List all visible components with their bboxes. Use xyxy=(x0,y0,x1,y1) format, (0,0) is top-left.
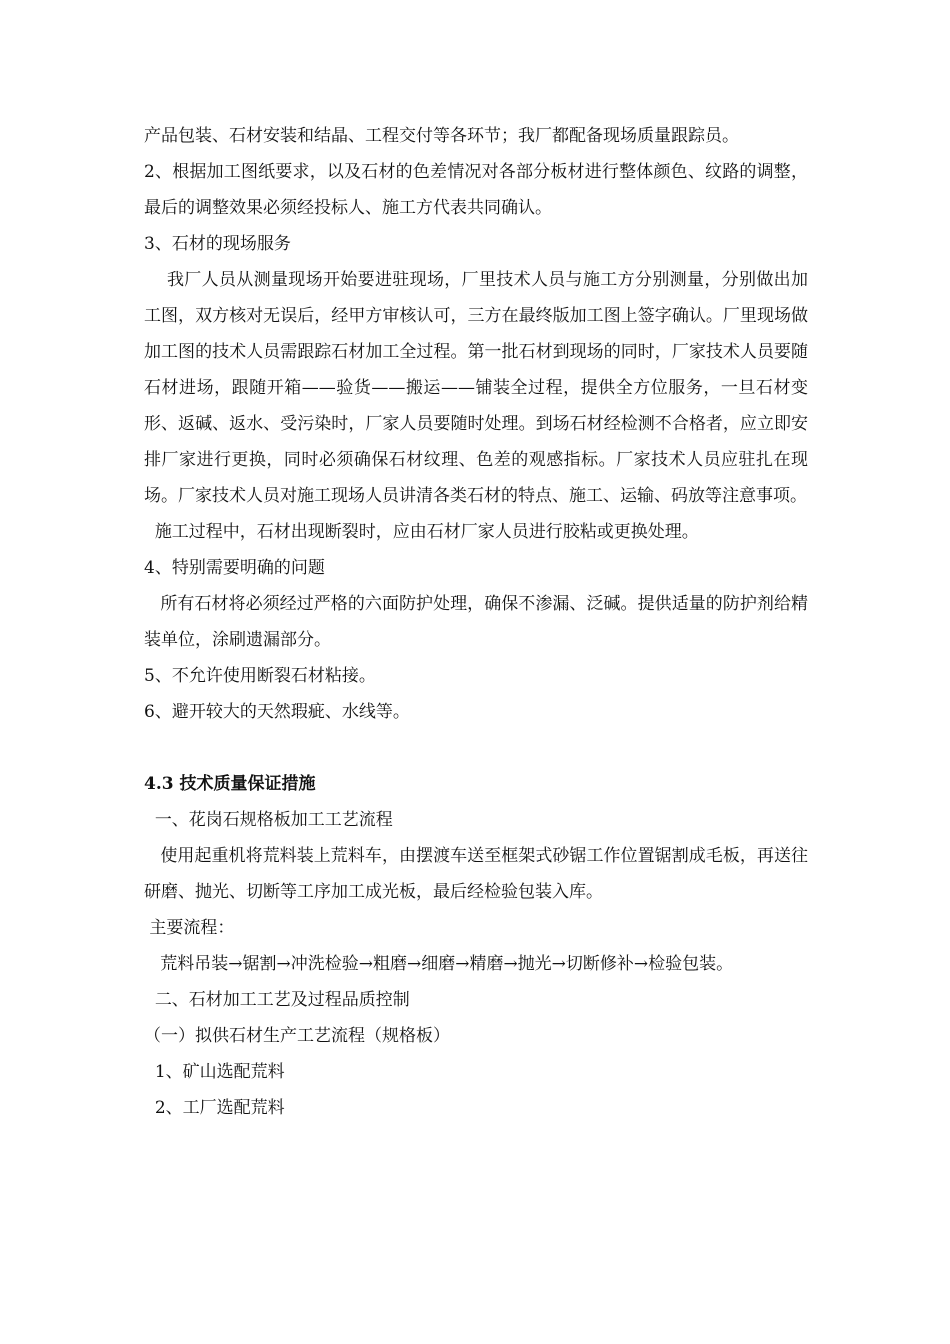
section-spacer xyxy=(144,730,808,766)
paragraph-main-flow-label: 主要流程： xyxy=(144,918,235,938)
paragraph-main-flow: 荒料吊装→锯割→冲洗检验→粗磨→细磨→精磨→抛光→切断修补→检验包装。 xyxy=(144,954,734,974)
paragraph-onsite-service: 我厂人员从测量现场开始要进驻现场，厂里技术人员与施工方分别测量，分别做出加工图，双方核对无误后，经甲方审核认可，三方在最终版加工图上签字确认。厂里现场做加工图的技术人员需跟踪石材加工全过程。第一批石材到现场的同时，厂家技术人员要随石材进场，跟随开箱——验货——搬运——铺装全过程，提供全方位服务，一旦石材变形、返碱、返水、受污染时，厂家人员要随时处理。到场石材经检测不合格者，应立即安排厂家进行更换，同时必须确保石材纹理、色差的观感指标。厂家技术人员应驻扎在现场。厂家技术人员对施工现场人员讲清各类石材的特点、施工、运输、码放等注意事项。 xyxy=(144,270,808,506)
paragraph-mine-selection: 1、矿山选配荒料 xyxy=(144,1062,285,1082)
paragraph-item-4-title: 4、特别需要明确的问题 xyxy=(144,558,325,578)
section-heading: 4.3 技术质量保证措施 xyxy=(144,774,316,794)
paragraph-item-2: 2、根据加工图纸要求，以及石材的色差情况对各部分板材进行整体颜色、纹路的调整，最后的调整效果必须经投标人、施工方代表共同确认。 xyxy=(144,162,808,218)
paragraph-protection: 所有石材将必须经过严格的六面防护处理，确保不渗漏、泛碱。提供适量的防护剂给精装单位，涂刷遗漏部分。 xyxy=(144,594,809,650)
paragraph-item-6: 6、避开较大的天然瑕疵、水线等。 xyxy=(144,702,410,722)
document-body xyxy=(144,118,808,1126)
paragraph-factory-selection: 2、工厂选配荒料 xyxy=(144,1098,285,1118)
paragraph-quality-control-title: 二、石材加工工艺及过程品质控制 xyxy=(144,990,410,1010)
paragraph-production-flow-title: （一）拟供石材生产工艺流程（规格板） xyxy=(144,1026,450,1046)
paragraph-item-3-title: 3、石材的现场服务 xyxy=(144,234,291,254)
paragraph-granite-process-title: 一、花岗石规格板加工工艺流程 xyxy=(144,810,393,830)
paragraph-packaging: 产品包装、石材安装和结晶、工程交付等各环节；我厂都配备现场质量跟踪员。 xyxy=(144,126,739,146)
paragraph-item-5: 5、不允许使用断裂石材粘接。 xyxy=(144,666,376,686)
paragraph-fracture-handling: 施工过程中，石材出现断裂时，应由石材厂家人员进行胶粘或更换处理。 xyxy=(144,522,699,542)
paragraph-granite-process: 使用起重机将荒料装上荒料车，由摆渡车送至框架式砂锯工作位置锯割成毛板，再送往研磨、抛光、切断等工序加工成光板，最后经检验包装入库。 xyxy=(144,846,809,902)
